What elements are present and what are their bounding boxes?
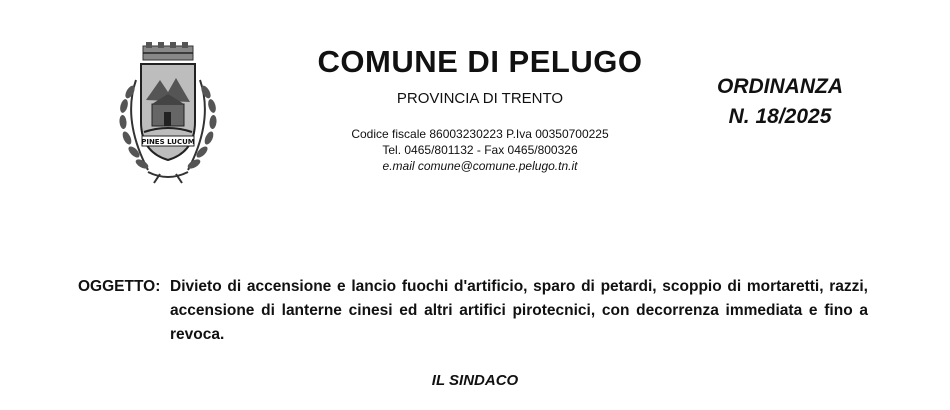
letterhead: [290, 44, 670, 174]
province-name: PROVINCIA DI TRENTO: [396, 90, 564, 107]
ordinance-label: ORDINANZA: [717, 75, 843, 98]
subject-label: OGGETTO:: [78, 278, 161, 295]
coat-of-arms: [108, 40, 228, 185]
crest-motto: PINES LUCUM: [141, 138, 195, 146]
signatory-heading: IL SINDACO: [431, 372, 519, 389]
ordinance-number: N. 18/2025: [728, 105, 832, 128]
coat-of-arms-icon: [108, 40, 228, 185]
contact-block: [290, 126, 670, 174]
phone-fax: Tel. 0465/801132 - Fax 0465/800326: [382, 143, 578, 157]
fiscal-codes: Codice fiscale 86003230223 P.Iva 00350700225: [351, 127, 609, 141]
subject-section: [78, 275, 868, 347]
subject-text: Divieto di accensione e lancio fuochi d'artificio, sparo di petardi, scoppio di mortaretti, razzi, accensione di lanterne cinesi ed altri artifici pirotecnici, con decorrenza immediata e fino a revoca.: [170, 278, 868, 343]
municipality-title: COMUNE DI PELUGO: [317, 44, 643, 79]
ordinance-block: [690, 72, 870, 132]
email-address: e.mail comune@comune.pelugo.tn.it: [382, 159, 578, 173]
